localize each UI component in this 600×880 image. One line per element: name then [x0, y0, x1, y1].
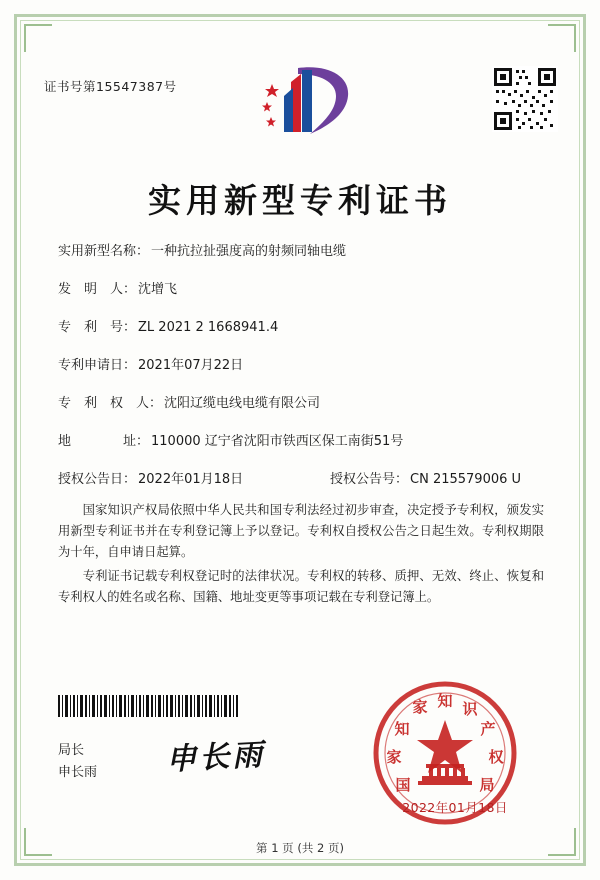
- svg-text:权: 权: [488, 748, 504, 766]
- field-row-patent-number: [58, 316, 558, 354]
- certificate-content: [40, 40, 560, 855]
- svg-text:产: 产: [480, 720, 496, 738]
- patent-fields: [58, 240, 558, 506]
- svg-text:知: 知: [394, 720, 410, 738]
- field-value: 沈阳辽缆电线电缆有限公司: [164, 396, 321, 411]
- field-value: ZL 2021 2 1668941.4: [138, 320, 279, 335]
- field-value: 2021年07月22日: [138, 358, 244, 373]
- field-row-application-date: [58, 354, 558, 392]
- handwritten-signature: 申长雨: [165, 737, 267, 778]
- field-row-address: [58, 430, 558, 468]
- svg-text:家: 家: [386, 748, 402, 766]
- grant-number-group: [330, 468, 521, 487]
- signature-title: 局长: [58, 743, 85, 758]
- cnipa-patent-logo-icon: [258, 62, 354, 142]
- field-value: 沈增飞: [138, 282, 178, 297]
- svg-text:识: 识: [462, 700, 478, 718]
- signature-name: 申长雨: [58, 765, 98, 780]
- field-label: 发 明 人：: [58, 282, 137, 297]
- legal-text: [58, 500, 544, 611]
- field-label: 专 利 权 人：: [58, 396, 163, 411]
- field-label: 专 利 号：: [58, 320, 137, 335]
- svg-text:局: 局: [479, 776, 495, 794]
- field-value: 110000 辽宁省沈阳市铁西区保工南街51号: [151, 434, 404, 449]
- field-value: 一种抗拉扯强度高的射频同轴电缆: [151, 244, 347, 259]
- field-value-grant-number: CN 215579006 U: [410, 472, 522, 487]
- field-label-grant-date: 授权公告日：: [58, 472, 137, 487]
- svg-text:家: 家: [412, 698, 428, 716]
- field-label: 实用新型名称：: [58, 244, 150, 259]
- svg-text:国: 国: [395, 776, 411, 794]
- signature-block: [58, 737, 358, 784]
- page-footer: 第 1 页 (共 2 页): [256, 841, 344, 855]
- field-row-patentee: [58, 392, 558, 430]
- legal-paragraph-1: 国家知识产权局依照中华人民共和国专利法经过初步审查，决定授予专利权，颁发实用新型专利证书并在专利登记簿上予以登记。专利权自授权公告之日起生效。专利权期限为十年，自申请日起算。: [58, 503, 544, 559]
- legal-paragraph-2: 专利证书记载专利权登记时的法律状况。专利权的转移、质押、无效、终止、恢复和专利权人的姓名或名称、国籍、地址变更等事项记载在专利登记簿上。: [58, 569, 544, 604]
- barcode: [58, 695, 238, 717]
- field-label: 地 址：: [58, 434, 150, 449]
- field-row-inventor: [58, 278, 558, 316]
- field-value-grant-date: 2022年01月18日: [138, 472, 244, 487]
- certificate-number: 证书号第15547387号: [44, 79, 177, 94]
- qr-code-icon: [492, 66, 558, 132]
- svg-text:知: 知: [437, 692, 453, 710]
- seal-date: 2022年01月18日: [402, 800, 508, 815]
- page-title: 实用新型专利证书: [148, 181, 452, 220]
- field-row-utility-model-name: [58, 240, 558, 278]
- field-label-grant-number: 授权公告号：: [330, 472, 409, 487]
- field-label: 专利申请日：: [58, 358, 137, 373]
